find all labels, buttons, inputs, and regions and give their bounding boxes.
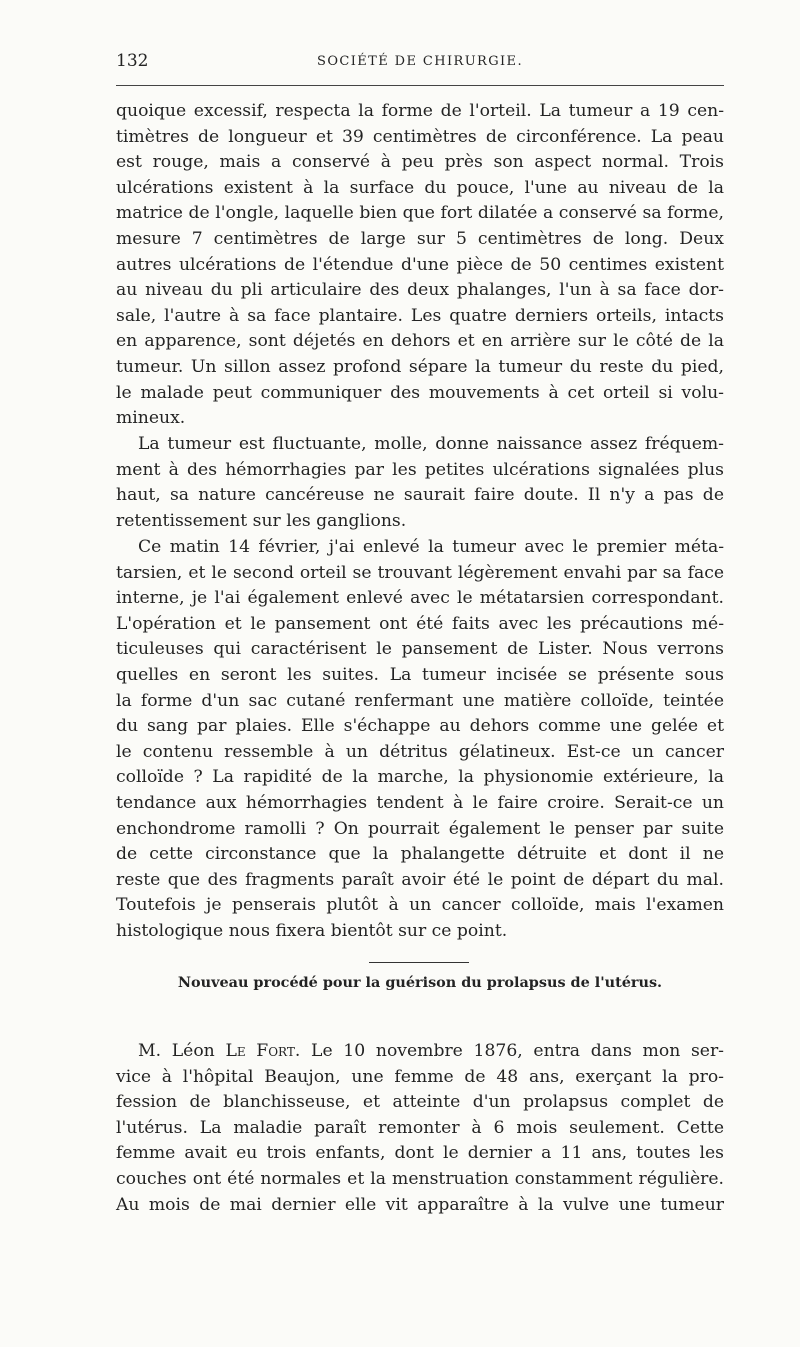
text-line: est rouge, mais a conservé à peu près son aspect normal. Trois	[116, 152, 724, 173]
text-line: ulcérations existent à la surface du pouce, l'une au niveau de la	[116, 177, 724, 198]
paragraph-3	[116, 535, 724, 945]
text-line: mineux.	[116, 408, 186, 429]
text-line: haut, sa nature cancéreuse ne saurait faire doute. Il n'y a pas de	[116, 485, 724, 506]
text-line: autres ulcérations de l'étendue d'une pièce de 50 centimes existent	[116, 254, 724, 275]
text-line: l'utérus. La maladie paraît remonter à 6 mois seulement. Cette	[116, 1117, 724, 1138]
text-line: vice à l'hôpital Beaujon, une femme de 48 ans, exerçant la pro-	[116, 1066, 724, 1087]
text-line: ticuleuses qui caractérisent le pansement de Lister. Nous verrons	[116, 639, 724, 660]
text-line: du sang par plaies. Elle s'échappe au dehors comme une gelée et	[116, 716, 724, 737]
paragraph-1	[116, 99, 724, 432]
text-line	[116, 1039, 724, 1065]
text-line: matrice de l'ongle, laquelle bien que fort dilatée a conservé sa forme,	[116, 203, 724, 224]
text-line: le malade peut communiquer des mouvements à cet orteil si volu-	[116, 382, 724, 403]
text-line: couches ont été normales et la menstruation constamment régulière.	[116, 1168, 724, 1189]
text-line: Au mois de mai dernier elle vit apparaître à la vulve une tumeur	[116, 1194, 724, 1215]
text-line: sale, l'autre à sa face plantaire. Les quatre derniers orteils, intacts	[116, 305, 724, 326]
section-title: Nouveau procédé pour la guérison du prolapsus de l'utérus.	[177, 974, 663, 991]
page-number: 132	[116, 51, 149, 71]
text-line: colloïde ? La rapidité de la marche, la physionomie extérieure, la	[116, 767, 724, 788]
text-line: en apparence, sont déjetés en dehors et en arrière sur le côté de la	[116, 331, 724, 352]
text-line: Ce matin 14 février, j'ai enlevé la tumeur avec le premier méta-	[138, 537, 724, 557]
speaker-prefix: M. Léon	[138, 1041, 226, 1061]
paragraph-2	[116, 432, 724, 534]
text-line: fession de blanchisseuse, et atteinte d'un prolapsus complet de	[116, 1092, 724, 1113]
text-line: tendance aux hémorrhagies tendent à le faire croire. Serait-ce un	[116, 792, 724, 813]
speaker-name: Le Fort	[225, 1041, 295, 1061]
running-title: SOCIÉTÉ DE CHIRURGIE.	[317, 54, 523, 69]
text-line: mesure 7 centimètres de large sur 5 centimètres de long. Deux	[116, 228, 724, 249]
first-line-rest: . Le 10 novembre 1876, entra dans mon ser-	[294, 1041, 724, 1061]
text-line: quoique excessif, respecta la forme de l'orteil. La tumeur a 19 cen-	[116, 101, 724, 121]
text-line: histologique nous fixera bientôt sur ce point.	[116, 920, 508, 941]
text-line: Toutefois je penserais plutôt à un cancer colloïde, mais l'examen	[116, 895, 724, 916]
page-header	[116, 50, 724, 90]
text-line: femme avait eu trois enfants, dont le dernier a 11 ans, toutes les	[116, 1143, 724, 1164]
text-line: L'opération et le pansement ont été faits avec les précautions mé-	[116, 613, 724, 634]
text-line: quelles en seront les suites. La tumeur incisée se présente sous	[116, 664, 724, 685]
text-line: le contenu ressemble à un détritus gélatineux. Est-ce un cancer	[116, 741, 724, 762]
text-line: tumeur. Un sillon assez profond sépare la tumeur du reste du pied,	[116, 356, 724, 377]
text-line: tarsien, et le second orteil se trouvant légèrement envahi par sa face	[116, 562, 724, 583]
text-line: reste que des fragments paraît avoir été le point de départ du mal.	[116, 869, 724, 890]
text-line: enchondrome ramolli ? On pourrait également le penser par suite	[116, 818, 724, 839]
paragraph-4	[116, 1039, 724, 1218]
text-line: au niveau du pli articulaire des deux phalanges, l'un à sa face dor-	[116, 280, 724, 301]
text-line: ment à des hémorrhagies par les petites ulcérations signalées plus	[116, 459, 724, 480]
text-line: retentissement sur les ganglions.	[116, 510, 407, 531]
text-line: interne, je l'ai également enlevé avec le métatarsien correspondant.	[116, 588, 724, 609]
section-separator	[369, 962, 469, 963]
header-rule	[116, 85, 724, 86]
text-line: la forme d'un sac cutané renfermant une matière colloïde, teintée	[116, 690, 724, 711]
text-line: timètres de longueur et 39 centimètres de circonférence. La peau	[116, 126, 724, 147]
text-line: de cette circonstance que la phalangette détruite et dont il ne	[116, 844, 724, 865]
text-line: La tumeur est fluctuante, molle, donne naissance assez fréquem-	[138, 434, 724, 454]
